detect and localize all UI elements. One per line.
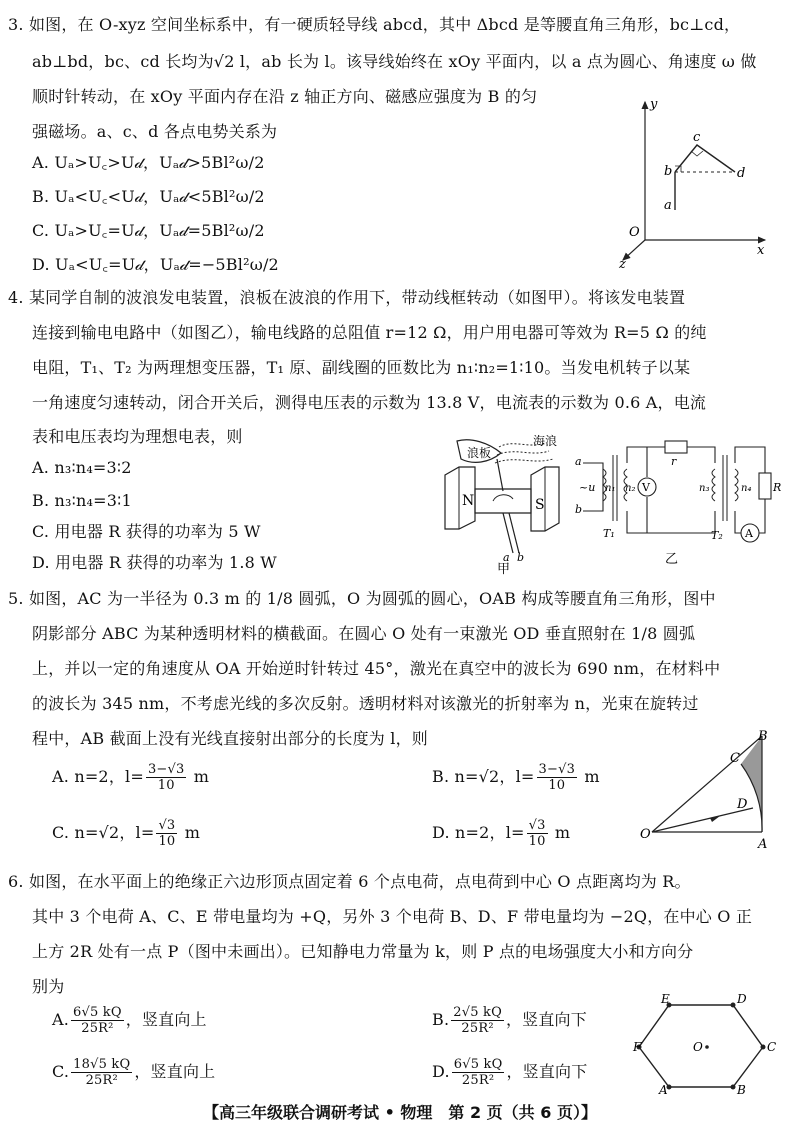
label-v: V [642, 481, 650, 494]
label-board: 浪板 [467, 446, 492, 460]
label-t2: T₂ [711, 529, 723, 542]
label-d: D [737, 797, 748, 812]
q4-option-c: C. 用电器 R 获得的功率为 5 W [32, 522, 261, 541]
resistor-R [759, 473, 771, 499]
label-f: F [633, 1040, 642, 1054]
label-b: b [664, 164, 673, 179]
q5-line-3: 上，并以一定的角速度从 OA 开始逆时针转过 45°，激光在真空中的波长为 690 nm，在材料中 [32, 659, 721, 678]
label-c: c [693, 130, 701, 145]
q6-hexagon-figure [633, 992, 785, 1097]
label-s: S [535, 497, 545, 513]
q3-line-1: 3. 如图，在 O-xyz 空间坐标系中，有一硬质轻导线 abcd，其中 Δbcd 是等腰直角三角形，bc⊥cd， [8, 15, 741, 34]
label-n: N [462, 493, 475, 509]
label-b: B [758, 729, 768, 744]
page-footer: 【高三年级联合调研考试 • 物理 第 2 页（共 6 页）】 [203, 1103, 597, 1122]
q4-option-d: D. 用电器 R 获得的功率为 1.8 W [32, 553, 277, 572]
label-n3: n₃ [699, 483, 710, 494]
fraction: $\frac{18√5 kQ}{\text{25R²}}$ [73, 1057, 131, 1088]
coil-frame [475, 489, 531, 513]
connector-rod [497, 459, 503, 491]
q3-line-2: ab⊥bd，bc、cd 长均为√2 l，ab 长为 l。该导线始终在 xOy 平面内，以 a 点为圆心、角速度 ω 做 [32, 52, 757, 71]
label-b: b [575, 503, 583, 516]
fraction: $\frac{√3}{10}$ [158, 818, 176, 849]
q5-line-1: 5. 如图，AC 为一半径为 0.3 m 的 1/8 圆弧，O 为圆弧的圆心，OAB 构成等腰直角三角形，图中 [8, 589, 716, 608]
label-a: a [503, 551, 510, 564]
q6-option-b: B. $\frac{2√5 kQ}{\text{25R²}}$ ，竖直向下 [432, 1005, 587, 1036]
label-b: b [517, 551, 525, 564]
label-u: ~u [579, 481, 596, 494]
rotation-arrow [493, 495, 513, 501]
label-x: x [757, 243, 765, 258]
q3-option-a: A. Uₐ>U꜀>U𝒹，Uₐ𝒹>5Bl²ω/2 [32, 153, 265, 172]
q6-line-1: 6. 如图，在水平面上的绝缘正六边形顶点固定着 6 个点电荷，点电荷到中心 O 点距离均为 R。 [8, 872, 691, 891]
coil-n4 [735, 469, 738, 501]
q4-line-4: 一角速度匀速转动，闭合开关后，测得电压表的示数为 13.8 V，电流表的示数为 0.6 A，电流 [32, 393, 707, 412]
z-axis [623, 240, 645, 260]
label-a: a [664, 198, 672, 213]
label-z: z [619, 257, 626, 272]
fraction: $\frac{3-√3}{10}$ [147, 762, 185, 793]
q6-line-4: 别为 [32, 977, 65, 996]
fraction: $\frac{2√5 kQ}{\text{25R²}}$ [453, 1005, 502, 1036]
q4-circuit-figure [575, 433, 785, 573]
q5-line-4: 的波长为 345 nm，不考虑光线的多次反射。透明材料对该激光的折射率为 n，光束在旋转过 [32, 694, 699, 713]
q4-line-2: 连接到输电电路中（如图乙），输电线路的总阻值 r=12 Ω，用户用电器可等效为 R=5 Ω 的纯 [32, 323, 707, 342]
q6-line-3: 上方 2R 处有一点 P（图中未画出）。已知静电力常量为 k，则 P 点的电场强度大小和方向分 [32, 942, 694, 961]
label-o: O [640, 827, 651, 842]
label-b: B [737, 1083, 746, 1097]
label-R: R [773, 481, 782, 494]
coil-n3 [712, 469, 715, 501]
label-n4: n₄ [741, 483, 752, 494]
label-yi: 乙 [665, 552, 679, 567]
q4-option-a: A. n₃∶n₄=3∶2 [32, 458, 132, 477]
label-y: y [650, 97, 658, 112]
q3-line-4: 强磁场。a、c、d 各点电势关系为 [32, 122, 278, 141]
q5-option-c: C. n=√2，l= $\frac{√3}{10}$ m [52, 818, 201, 849]
label-n1: n₁ [605, 483, 616, 494]
label-wave: 海浪 [533, 434, 558, 448]
shaded-abc [741, 736, 762, 832]
q6-option-c: C. $\frac{18√5 kQ}{\text{25R²}}$ ，竖直向上 [52, 1057, 216, 1088]
q3-line-3: 顺时针转动，在 xOy 平面内存在沿 z 轴正方向、磁感应强度为 B 的匀 [32, 87, 538, 106]
label-o: O [629, 225, 640, 240]
label-r: r [671, 455, 677, 468]
q5-option-d: D. n=2，l= $\frac{√3}{10}$ m [432, 818, 571, 849]
q5-line-5: 程中，AB 截面上没有光线直接射出部分的长度为 l，则 [32, 729, 429, 748]
q6-option-a: A. $\frac{6√5 kQ}{\text{25R²}}$ ，竖直向上 [52, 1005, 207, 1036]
resistor-r [665, 441, 687, 453]
q4-line-3: 电阻，T₁、T₂ 为两理想变压器，T₁ 原、副线圈的匝数比为 n₁∶n₂=1∶10。当发电机转子以某 [32, 358, 691, 377]
label-c: C [730, 751, 740, 766]
q4-line-5: 表和电压表均为理想电表，则 [32, 427, 243, 446]
q5-option-a: A. n=2，l= $\frac{3-√3}{10}$ m [52, 762, 210, 793]
q5-line-2: 阴影部分 ABC 为某种透明材料的横截面。在圆心 O 处有一束激光 OD 垂直照射在 1/8 圆弧 [32, 624, 696, 643]
fraction: $\frac{6√5 kQ}{\text{25R²}}$ [453, 1057, 503, 1088]
q4-line-1: 4. 某同学自制的波浪发电装置，浪板在波浪的作用下，带动线框转动（如图甲）。将该发电装置 [8, 288, 686, 307]
q3-option-c: C. Uₐ>U꜀=U𝒹，Uₐ𝒹=5Bl²ω/2 [32, 221, 265, 240]
q3-option-b: B. Uₐ<U꜀<U𝒹，Uₐ𝒹<5Bl²ω/2 [32, 187, 265, 206]
label-a: a [575, 455, 582, 468]
q5-option-b: B. n=√2，l= $\frac{3-√3}{10}$ m [432, 762, 600, 793]
q5-arc-figure [640, 728, 780, 852]
label-d: D [737, 992, 747, 1006]
label-d: d [737, 166, 746, 181]
right-angle-c [691, 151, 703, 156]
label-e: E [661, 992, 670, 1006]
label-n2: n₂ [625, 483, 636, 494]
q4-option-b: B. n₃∶n₄=3∶1 [32, 491, 132, 510]
fraction: $\frac{3-√3}{10}$ [538, 762, 576, 793]
label-a: A [659, 1083, 668, 1097]
wire-bcd [675, 145, 735, 172]
q3-option-d: D. Uₐ<U꜀=U𝒹，Uₐ𝒹=−5Bl²ω/2 [32, 255, 279, 274]
fraction: $\frac{√3}{10}$ [528, 818, 546, 849]
label-c: C [767, 1040, 777, 1054]
q4-generator-figure [437, 433, 577, 577]
q6-option-d: D. $\frac{6√5 kQ}{\text{25R²}}$ ，竖直向下 [432, 1057, 588, 1088]
q6-line-2: 其中 3 个电荷 A、C、E 带电量均为 +Q，另外 3 个电荷 B、D、F 带电量均为 −2Q，在中心 O 正 [32, 907, 753, 926]
label-a: A [758, 837, 768, 852]
label-ammeter: A [745, 527, 753, 540]
label-jia: 甲 [497, 562, 511, 577]
label-o: O [693, 1040, 703, 1054]
label-t1: T₁ [603, 527, 615, 540]
line-ob [652, 736, 762, 832]
fraction: $\frac{6√5 kQ}{\text{25R²}}$ [73, 1005, 122, 1036]
q3-coordinate-figure [605, 92, 790, 272]
